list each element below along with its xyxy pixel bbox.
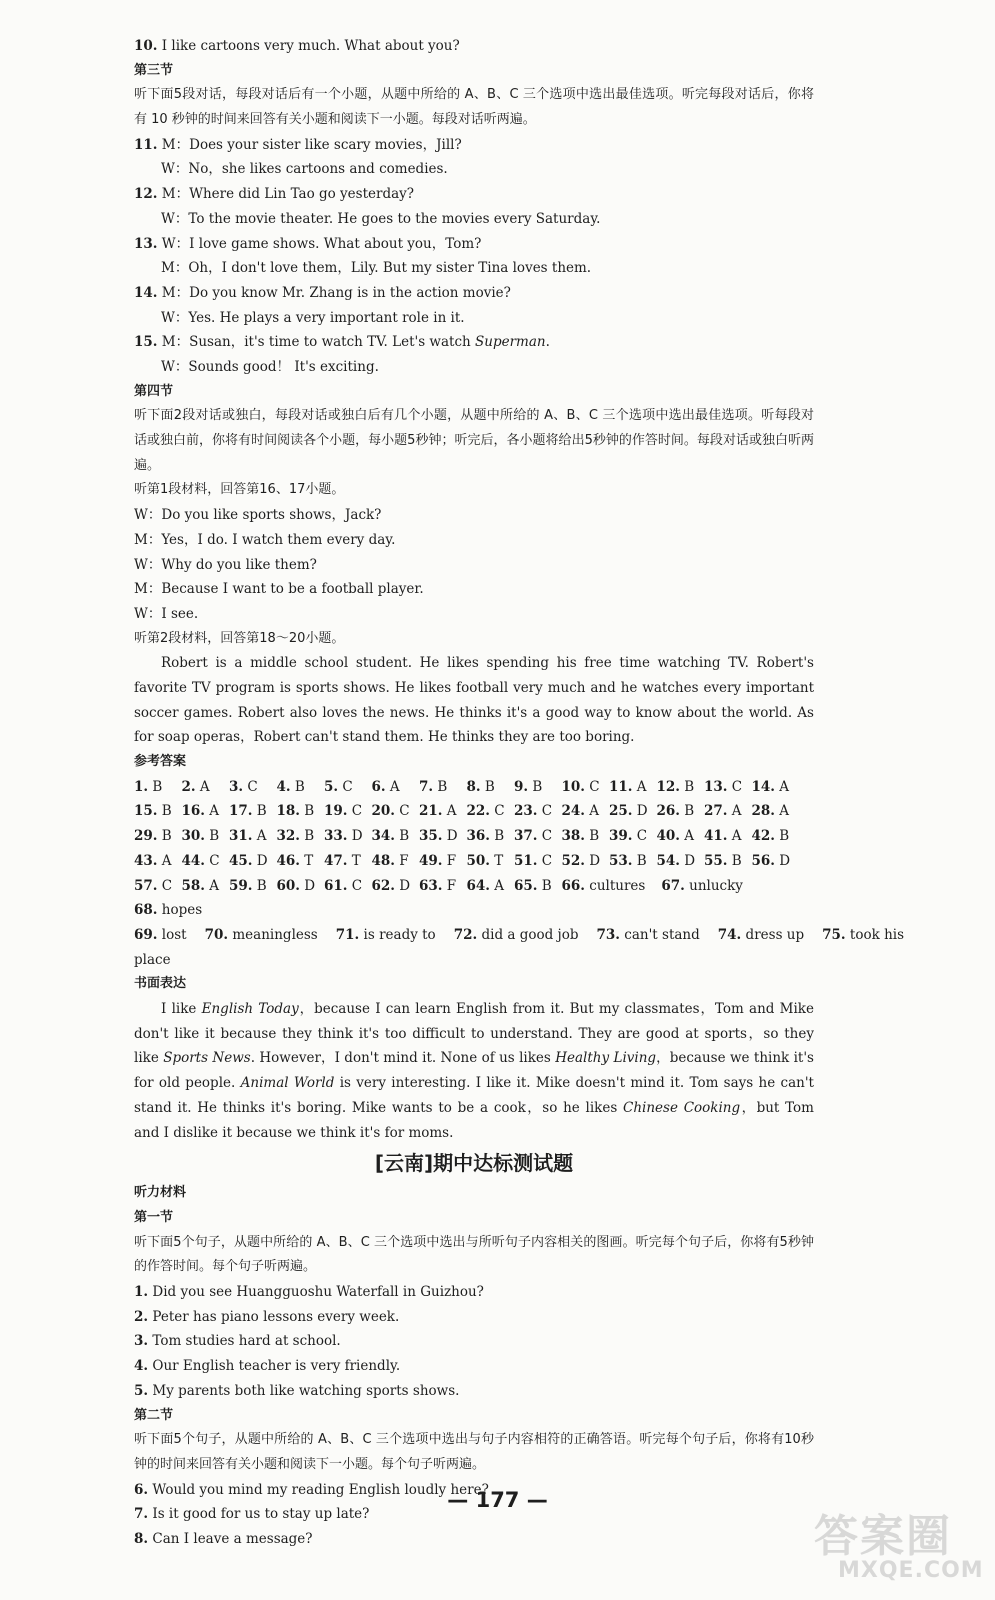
question-item [134, 1280, 814, 1305]
answer-item: 31. A [229, 828, 267, 845]
answer-item: 19. C [324, 803, 363, 820]
item-number: 7. [134, 1506, 149, 1523]
item-number: 5. [134, 1382, 149, 1399]
section-3-title: 第三节 [134, 62, 174, 78]
answer-number: 28. [751, 803, 775, 820]
essay-paragraph: I like English Today，because I can learn English from it. But my classmates，Tom and Mike don't like it because they think it's too difficult to understand. They are good at sports，so they like Sports News. However，I don't mind it. None of us likes Healthy Living，because we think it's for old people. Animal World is very interesting. I like it. Mike doesn't mind it. Tom says he can't stand it. He thinks it's boring. Mike wants to be a cook，so he likes Chinese Cooking，but Tom and I dislike it because we think it's for moms. [134, 1001, 814, 1141]
item-number: 11. [134, 136, 158, 153]
answer-number: 52. [561, 852, 585, 869]
answer-number: 43. [134, 852, 158, 869]
listening-material-title: 听力材料 [134, 1185, 187, 1201]
dialog-text: M：Where did Lin Tao go yesterday? [157, 186, 415, 203]
answer-number: 38. [561, 828, 585, 845]
answer-number: 59. [229, 877, 253, 894]
answer-number: 39. [609, 828, 633, 845]
answer-item: 43. A [134, 852, 172, 869]
answer-item: 35. D [419, 828, 458, 845]
answer-number: 68. [134, 902, 158, 919]
answer-item: 70. meaningless [204, 926, 318, 943]
item-number: 14. [134, 284, 158, 301]
answer-item: 56. D [751, 852, 791, 869]
answer-item: 34. B [371, 828, 410, 845]
answer-number: 56. [751, 852, 775, 869]
answer-item: 73. can't stand [596, 926, 700, 943]
answer-number: 51. [514, 852, 538, 869]
dialog-text: W：I love game shows. What about you，Tom? [157, 235, 482, 252]
answer-number: 26. [656, 803, 680, 820]
answer-item: 59. B [229, 877, 267, 894]
question-text: My parents both like watching sports shows. [148, 1382, 460, 1399]
answer-item: 60. D [276, 877, 316, 894]
dialog-line [134, 157, 814, 182]
answer-item: 27. A [704, 803, 742, 820]
answer-item: 32. B [276, 828, 315, 845]
program-title: Animal World [240, 1075, 335, 1092]
answer-item: 42. B [751, 828, 790, 845]
answer-item: 58. A [181, 877, 220, 894]
part-2-instructions: 听下面5个句子，从题中所给的 A、B、C 三个选项中选出与句子内容相符的正确答语。听完每个句子后，你将有10秒钟的时间来回答有关小题和阅读下一小题。每个句子听两遍。 [134, 1432, 814, 1472]
answer-item: 29. B [134, 828, 172, 845]
question-text: Our English teacher is very friendly. [148, 1358, 401, 1375]
program-title: Sports News [163, 1050, 251, 1067]
answer-number: 73. [596, 926, 620, 943]
item-10: 10. I like cartoons very much. What about you? [134, 38, 460, 54]
dialog-line [134, 232, 814, 257]
answer-item: 39. C [609, 828, 648, 845]
program-title: Chinese Cooking [623, 1099, 741, 1116]
answer-number: 41. [704, 828, 728, 845]
item-number: 13. [134, 235, 158, 252]
answer-number: 9. [514, 778, 529, 795]
answer-number: 32. [276, 828, 300, 845]
robert-monologue: Robert is a middle school student. He likes spending his free time watching TV. Robert's favorite TV program is sports shows. He likes football very much and he watches every important soccer games. Robert also loves the news. He thinks it's a good way to know about the world. As for soap operas，Robert can't stand them. He thinks they are too boring. [134, 655, 814, 746]
dialog-line [134, 182, 814, 207]
answer-number: 40. [656, 828, 680, 845]
answer-item: 37. C [514, 828, 553, 845]
item-number: 6. [134, 1481, 149, 1498]
item-15-reply: W：Sounds good！ It's exciting. [161, 358, 379, 375]
answer-number: 50. [466, 852, 490, 869]
answer-number: 29. [134, 828, 158, 845]
dialog-text: M：Do you know Mr. Zhang is in the action movie? [157, 284, 511, 301]
answer-number: 44. [181, 852, 205, 869]
answer-number: 31. [229, 828, 253, 845]
answer-item: 36. B [466, 828, 505, 845]
question-item [134, 1379, 814, 1404]
answer-number: 60. [276, 877, 300, 894]
item-number: 4. [134, 1358, 149, 1375]
question-text: Is it good for us to stay up late? [148, 1506, 370, 1523]
answer-item: 28. A [751, 803, 790, 820]
answer-item: 33. D [324, 828, 363, 845]
answer-item: 38. B [561, 828, 600, 845]
answer-number: 11. [609, 778, 633, 795]
answer-item: 46. T [276, 852, 314, 869]
answer-item: 2. A [181, 778, 210, 795]
answer-item: 71. is ready to [335, 926, 436, 943]
answer-item: 23. C [514, 803, 553, 820]
item-number: 12. [134, 186, 158, 203]
item-15: 15. M：Susan，it's time to watch TV. Let's watch Superman. [134, 334, 550, 351]
answer-number: 23. [514, 803, 538, 820]
answer-number: 35. [419, 828, 443, 845]
answer-number: 74. [717, 926, 742, 943]
answer-number: 15. [134, 803, 158, 820]
dialogs-11-14 [134, 133, 814, 331]
answer-number: 71. [335, 926, 360, 943]
question-text: Did you see Huangguoshu Waterfall in Guizhou? [148, 1284, 484, 1301]
answer-number: 64. [466, 877, 490, 894]
answer-number: 19. [324, 803, 348, 820]
answer-number: 1. [134, 778, 149, 795]
answer-item: 1. B [134, 778, 163, 795]
material-2-heading: 听第2段材料，回答第18～20小题。 [134, 630, 345, 646]
dialog-line: M：Because I want to be a football player. [134, 581, 424, 598]
answer-item: 44. C [181, 852, 220, 869]
answer-number: 47. [324, 852, 348, 869]
dialog-text: W：Yes. He plays a very important role in it. [161, 309, 465, 326]
answer-item: 72. did a good job [453, 926, 579, 943]
answer-number: 16. [181, 803, 205, 820]
dialog-text: W：To the movie theater. He goes to the movies every Saturday. [161, 210, 601, 227]
answer-number: 54. [656, 852, 680, 869]
part-1-items [134, 1280, 814, 1403]
answer-number: 14. [751, 778, 775, 795]
answer-number: 45. [229, 852, 253, 869]
answer-item: 40. A [656, 828, 695, 845]
answer-number: 70. [204, 926, 229, 943]
answer-item: 3. C [229, 778, 258, 795]
answer-number: 65. [514, 877, 538, 894]
answer-number: 25. [609, 803, 633, 820]
answer-item: 7. B [419, 778, 448, 795]
answer-number: 2. [181, 778, 196, 795]
answer-item: 11. A [609, 778, 647, 795]
answer-item: 17. B [229, 803, 267, 820]
answer-item: 67. unlucky [661, 877, 743, 894]
question-text: Would you mind my reading English loudly here? [148, 1481, 489, 1498]
answer-item: 20. C [371, 803, 410, 820]
answer-item: 66. cultures [561, 877, 646, 894]
answer-item: 50. T [466, 852, 504, 869]
answer-number: 34. [371, 828, 395, 845]
answer-item: 51. C [514, 852, 553, 869]
answer-number: 3. [229, 778, 244, 795]
question-text: Tom studies hard at school. [148, 1333, 341, 1350]
answer-number: 63. [419, 877, 443, 894]
answer-item: 4. B [276, 778, 305, 795]
answer-item: 61. C [324, 877, 363, 894]
answer-number: 6. [371, 778, 386, 795]
writing-title: 书面表达 [134, 976, 187, 992]
section-3-instructions: 听下面5段对话，每段对话后有一个小题，从题中所给的 A、B、C 三个选项中选出最佳选项。听完每段对话后，你将有 10 秒钟的时间来回答有关小题和阅读下一小题。每段对话听两遍。 [134, 87, 814, 128]
material-1-heading: 听第1段材料，回答第16、17小题。 [134, 482, 345, 498]
dialog-line [134, 133, 814, 158]
answer-item: 26. B [656, 803, 695, 820]
answer-number: 67. [661, 877, 685, 894]
answer-item: 5. C [324, 778, 353, 795]
answer-number: 10. [561, 778, 585, 795]
answer-number: 55. [704, 852, 728, 869]
answer-item: 25. D [609, 803, 648, 820]
dialog-text: M：Does your sister like scary movies，Jill? [157, 136, 462, 153]
dialog-line [134, 256, 814, 281]
answer-number: 8. [466, 778, 481, 795]
answer-number: 24. [561, 803, 585, 820]
answer-number: 18. [276, 803, 300, 820]
answer-item: 24. A [561, 803, 600, 820]
answer-number: 53. [609, 852, 633, 869]
answer-item: 57. C [134, 877, 173, 894]
answer-item: 63. F [419, 877, 457, 894]
answer-item: 54. D [656, 852, 696, 869]
dialog-line [134, 207, 814, 232]
answer-number: 13. [704, 778, 728, 795]
item-number: 2. [134, 1308, 149, 1325]
watermark-logo: 答案圈 MXQE.COM [814, 1511, 984, 1583]
item-number: 1. [134, 1284, 149, 1301]
answer-number: 62. [371, 877, 395, 894]
test-title: [云南]期中达标测试题 [374, 1151, 574, 1176]
page-content [134, 34, 905, 1552]
answer-item: 49. F [419, 852, 457, 869]
answer-item: 16. A [181, 803, 220, 820]
answer-item: 18. B [276, 803, 315, 820]
question-item [134, 1354, 814, 1379]
answer-item: 22. C [466, 803, 505, 820]
answer-number: 20. [371, 803, 395, 820]
part-2-title: 第二节 [134, 1407, 174, 1423]
answer-item: 64. A [466, 877, 505, 894]
part-1-instructions: 听下面5个句子，从题中所给的 A、B、C 三个选项中选出与所听句子内容相关的图画。听完每个句子后，你将有5秒钟的作答时间。每个句子听两遍。 [134, 1234, 814, 1275]
dialog-line: W：I see. [134, 605, 199, 622]
answer-number: 61. [324, 877, 348, 894]
dialog-line: M：Yes，I do. I watch them every day. [134, 531, 396, 548]
answer-item: 45. D [229, 852, 268, 869]
answer-grid [134, 775, 814, 923]
dialog-16-17 [134, 503, 814, 626]
dialog-text: W：No，she likes cartoons and comedies. [161, 161, 448, 178]
answer-item: 69. lost [134, 926, 187, 943]
answer-number: 5. [324, 778, 339, 795]
page-number: — 177 — [447, 1488, 548, 1512]
answer-number: 49. [419, 852, 443, 869]
question-item [134, 1527, 814, 1552]
program-title: Healthy Living [555, 1050, 657, 1067]
answer-item: 65. B [514, 877, 552, 894]
answer-item: 68. hopes [134, 902, 203, 919]
answer-phrases [134, 923, 905, 948]
answer-number: 27. [704, 803, 728, 820]
dialog-line: W：Why do you like them? [134, 556, 317, 573]
answer-number: 12. [656, 778, 680, 795]
answer-item: 9. B [514, 778, 543, 795]
answer-number: 30. [181, 828, 205, 845]
dialog-text: M：Oh，I don't love them，Lily. But my sister Tina loves them. [161, 260, 592, 277]
answer-number: 21. [419, 803, 443, 820]
program-title: English Today [201, 1001, 299, 1018]
answer-item: 6. A [371, 778, 400, 795]
answer-item: 48. F [371, 852, 409, 869]
dialog-line: W：Do you like sports shows，Jack? [134, 507, 382, 524]
question-item [134, 1305, 814, 1330]
answer-item: 12. B [656, 778, 695, 795]
answer-item: 14. A [751, 778, 790, 795]
answer-item: 47. T [324, 852, 361, 869]
answer-number: 46. [276, 852, 300, 869]
answer-number: 75. [822, 926, 846, 943]
dialog-line [134, 281, 814, 306]
answer-item: 10. C [561, 778, 600, 795]
answer-item: 41. A [704, 828, 742, 845]
answer-item: 62. D [371, 877, 411, 894]
question-item [134, 1329, 814, 1354]
answer-item: 74. dress up [717, 926, 805, 943]
answer-number: 42. [751, 828, 775, 845]
item-number: 3. [134, 1333, 149, 1350]
section-4-instructions: 听下面2段对话或独白，每段对话或独白后有几个小题，从题中所给的 A、B、C 三个选项中选出最佳选项。听每段对话或独白前，你将有时间阅读各个小题，每小题5秒钟；听完后，各小题将给出5秒钟的作答时间。每段对话或独白听两遍。 [134, 408, 814, 473]
answer-key-title: 参考答案 [134, 754, 187, 770]
answer-number: 7. [419, 778, 434, 795]
section-4-title: 第四节 [134, 383, 174, 399]
answer-item: 75. took his [822, 926, 905, 943]
answer-number: 48. [371, 852, 395, 869]
answer-number: 37. [514, 828, 538, 845]
answer-item: 30. B [181, 828, 220, 845]
answer-number: 57. [134, 877, 158, 894]
answer-item: 15. B [134, 803, 172, 820]
answer-item: 55. B [704, 852, 742, 869]
item-number: 8. [134, 1530, 149, 1547]
answer-item: 52. D [561, 852, 601, 869]
answer-number: 66. [561, 877, 585, 894]
part-1-title: 第一节 [134, 1209, 174, 1225]
answer-item: 8. B [466, 778, 495, 795]
answer-number: 17. [229, 803, 253, 820]
answer-number: 58. [181, 877, 205, 894]
question-text: Peter has piano lessons every week. [148, 1308, 400, 1325]
answer-number: 22. [466, 803, 490, 820]
answer-number: 72. [453, 926, 478, 943]
answer-item: 53. B [609, 852, 647, 869]
answer-tail: place [134, 951, 171, 968]
answer-item: 21. A [419, 803, 457, 820]
answer-item: 13. C [704, 778, 743, 795]
answer-number: 69. [134, 926, 158, 943]
answer-number: 33. [324, 828, 348, 845]
dialog-line [134, 306, 814, 331]
question-text: Can I leave a message? [148, 1530, 313, 1547]
answer-number: 36. [466, 828, 490, 845]
answer-number: 4. [276, 778, 291, 795]
